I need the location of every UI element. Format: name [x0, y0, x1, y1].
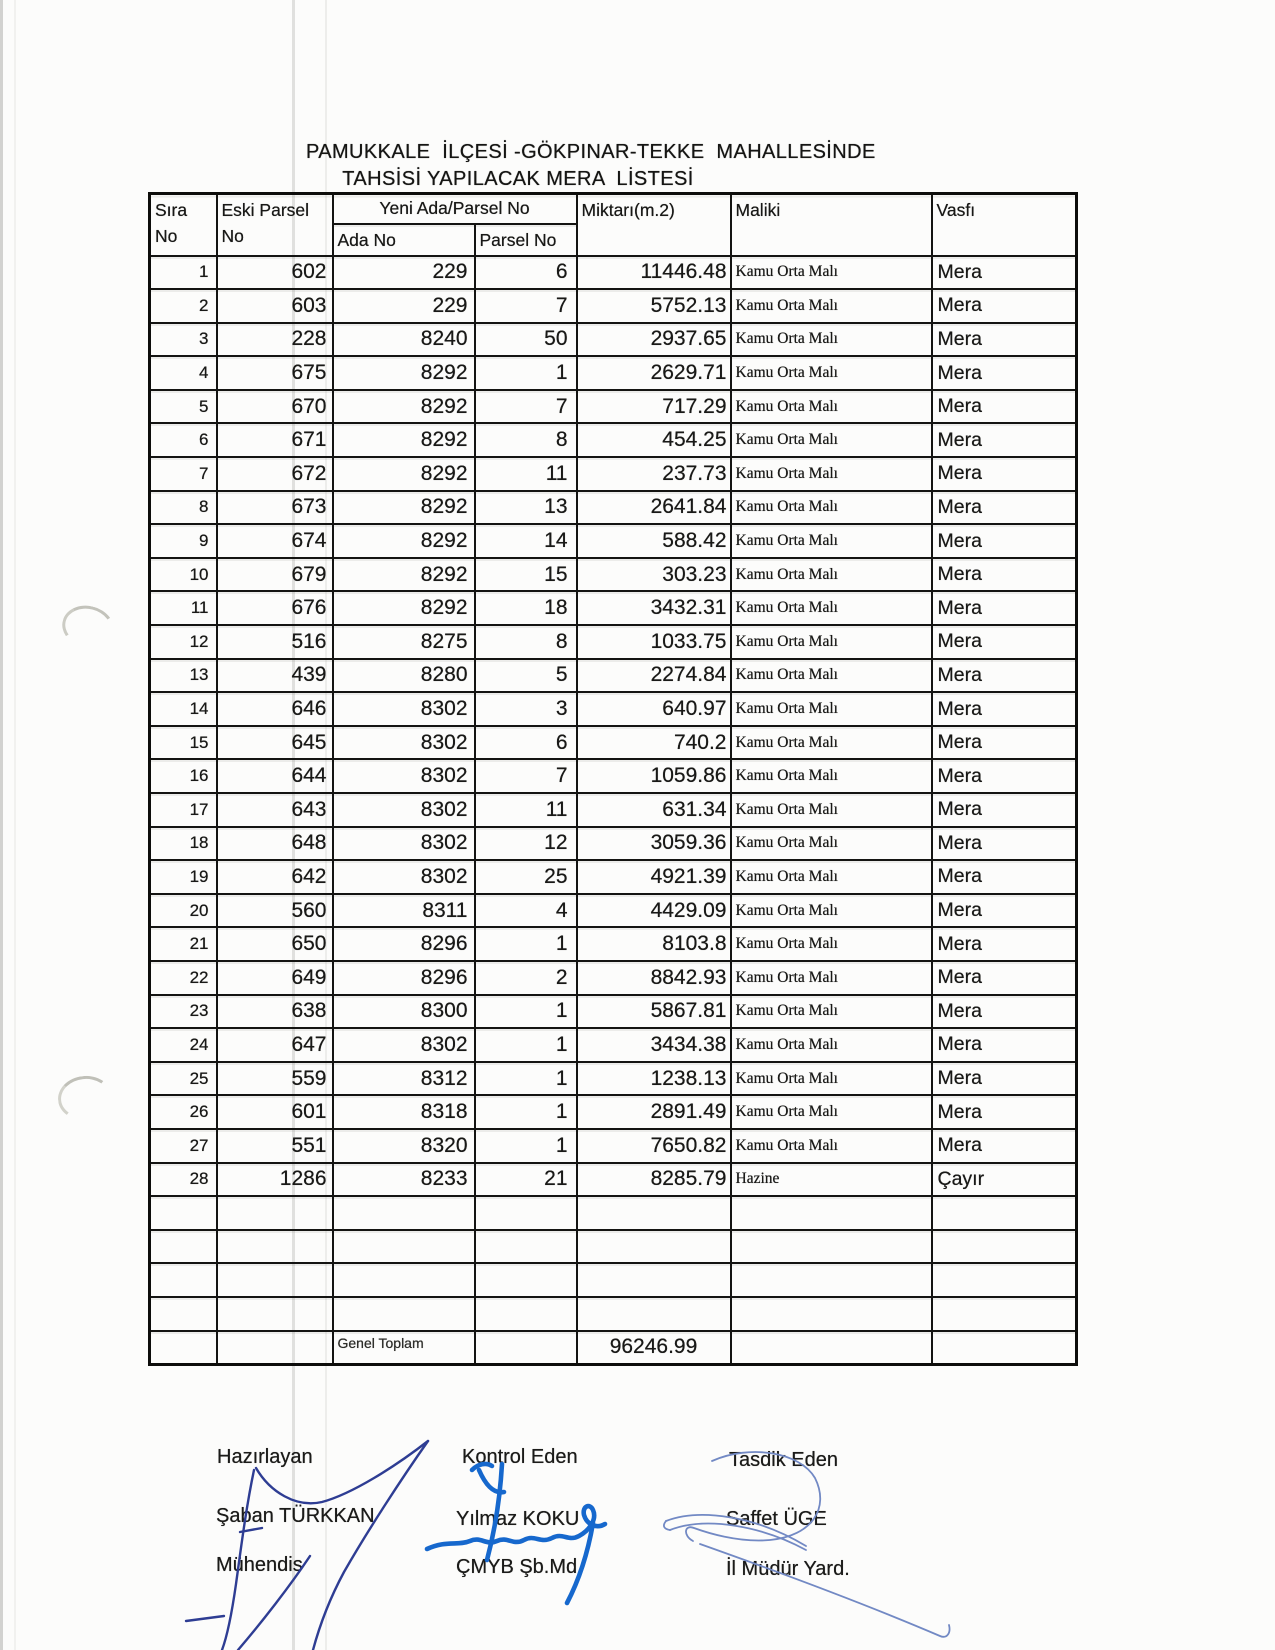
- empty-cell: [475, 1297, 577, 1331]
- cell-parsel-no: 1: [475, 927, 577, 961]
- cell-vasfi: Mera: [932, 423, 1077, 457]
- cell-maliki: Kamu Orta Malı: [731, 323, 932, 357]
- cell-maliki: Kamu Orta Malı: [731, 894, 932, 928]
- empty-cell: [577, 1297, 731, 1331]
- cell-ada-no: 8302: [333, 692, 475, 726]
- cell-parsel-no: 7: [475, 390, 577, 424]
- cell-miktar: 11446.48: [577, 256, 731, 290]
- table-row: [150, 289, 1077, 323]
- cell-ada-no: 8280: [333, 659, 475, 693]
- empty-cell: [217, 1331, 333, 1365]
- empty-cell: [731, 1263, 932, 1297]
- table-row: [150, 423, 1077, 457]
- cell-ada-no: 8292: [333, 356, 475, 390]
- cell-eski-parsel-no: 646: [217, 692, 333, 726]
- cell-ada-no: 8292: [333, 491, 475, 525]
- cell-ada-no: 8240: [333, 323, 475, 357]
- cell-miktar: 1033.75: [577, 625, 731, 659]
- cell-sira-no: 26: [150, 1095, 217, 1129]
- grand-total-value: 96246.99: [577, 1331, 731, 1365]
- cell-ada-no: 8302: [333, 860, 475, 894]
- cell-parsel-no: 1: [475, 1129, 577, 1163]
- table-footer: [150, 1331, 1077, 1365]
- cell-sira-no: 1: [150, 256, 217, 290]
- cell-eski-parsel-no: 439: [217, 659, 333, 693]
- cell-ada-no: 8302: [333, 827, 475, 861]
- header-miktar: Miktarı(m.2): [577, 194, 731, 256]
- signature-name-yilmaz-koku: Yılmaz KOKU: [456, 1508, 580, 1530]
- cell-parsel-no: 4: [475, 894, 577, 928]
- cell-vasfi: Mera: [932, 659, 1077, 693]
- empty-cell: [577, 1230, 731, 1264]
- cell-maliki: Kamu Orta Malı: [731, 1129, 932, 1163]
- cell-eski-parsel-no: 671: [217, 423, 333, 457]
- table-body: [150, 256, 1077, 1331]
- cell-parsel-no: 6: [475, 256, 577, 290]
- cell-maliki: Kamu Orta Malı: [731, 1095, 932, 1129]
- scan-edge-line: [14, 0, 16, 1650]
- empty-cell: [217, 1230, 333, 1264]
- cell-parsel-no: 3: [475, 692, 577, 726]
- empty-cell: [932, 1331, 1077, 1365]
- cell-maliki: Kamu Orta Malı: [731, 692, 932, 726]
- cell-vasfi: Mera: [932, 289, 1077, 323]
- table-row: [150, 894, 1077, 928]
- cell-parsel-no: 14: [475, 524, 577, 558]
- cell-maliki: Kamu Orta Malı: [731, 1062, 932, 1096]
- empty-cell: [333, 1297, 475, 1331]
- table-row: [150, 759, 1077, 793]
- table-row: [150, 491, 1077, 525]
- cell-sira-no: 8: [150, 491, 217, 525]
- table-row: [150, 726, 1077, 760]
- cell-ada-no: 8275: [333, 625, 475, 659]
- cell-miktar: 3434.38: [577, 1028, 731, 1062]
- empty-cell: [731, 1297, 932, 1331]
- cell-sira-no: 23: [150, 995, 217, 1029]
- cell-eski-parsel-no: 638: [217, 995, 333, 1029]
- cell-vasfi: Mera: [932, 558, 1077, 592]
- empty-row: [150, 1297, 1077, 1331]
- cell-sira-no: 21: [150, 927, 217, 961]
- cell-ada-no: 229: [333, 256, 475, 290]
- cell-maliki: Kamu Orta Malı: [731, 625, 932, 659]
- cell-vasfi: Mera: [932, 726, 1077, 760]
- cell-sira-no: 20: [150, 894, 217, 928]
- cell-vasfi: Mera: [932, 860, 1077, 894]
- table-row: [150, 1129, 1077, 1163]
- cell-miktar: 1059.86: [577, 759, 731, 793]
- cell-sira-no: 15: [150, 726, 217, 760]
- cell-miktar: 303.23: [577, 558, 731, 592]
- cell-parsel-no: 1: [475, 356, 577, 390]
- empty-row: [150, 1263, 1077, 1297]
- cell-maliki: Kamu Orta Malı: [731, 289, 932, 323]
- grand-total-label: Genel Toplam: [333, 1331, 475, 1365]
- cell-ada-no: 8312: [333, 1062, 475, 1096]
- cell-sira-no: 6: [150, 423, 217, 457]
- header-parsel-no: Parsel No: [475, 224, 577, 256]
- cell-miktar: 237.73: [577, 457, 731, 491]
- cell-parsel-no: 12: [475, 827, 577, 861]
- table-row: [150, 995, 1077, 1029]
- empty-cell: [731, 1196, 932, 1230]
- cell-vasfi: Mera: [932, 692, 1077, 726]
- cell-ada-no: 229: [333, 289, 475, 323]
- cell-eski-parsel-no: 676: [217, 591, 333, 625]
- header-sira-line1: Sıra: [155, 200, 188, 220]
- cell-miktar: 640.97: [577, 692, 731, 726]
- cell-ada-no: 8292: [333, 558, 475, 592]
- cell-maliki: Kamu Orta Malı: [731, 927, 932, 961]
- table-row: [150, 860, 1077, 894]
- cell-vasfi: Mera: [932, 793, 1077, 827]
- cell-parsel-no: 11: [475, 793, 577, 827]
- cell-maliki: Kamu Orta Malı: [731, 860, 932, 894]
- cell-miktar: 3059.36: [577, 827, 731, 861]
- kontrol-eden-signature-stroke: [427, 1464, 605, 1603]
- empty-cell: [217, 1297, 333, 1331]
- cell-miktar: 454.25: [577, 423, 731, 457]
- cell-miktar: 8285.79: [577, 1163, 731, 1197]
- cell-sira-no: 10: [150, 558, 217, 592]
- cell-sira-no: 22: [150, 961, 217, 995]
- cell-ada-no: 8292: [333, 591, 475, 625]
- cell-maliki: Kamu Orta Malı: [731, 356, 932, 390]
- cell-maliki: Kamu Orta Malı: [731, 457, 932, 491]
- cell-maliki: Kamu Orta Malı: [731, 591, 932, 625]
- cell-vasfi: Mera: [932, 1129, 1077, 1163]
- cell-vasfi: Mera: [932, 827, 1077, 861]
- cell-miktar: 588.42: [577, 524, 731, 558]
- table-row: [150, 356, 1077, 390]
- table-row: [150, 457, 1077, 491]
- cell-vasfi: Mera: [932, 894, 1077, 928]
- header-yeni-ada-parsel-group: Yeni Ada/Parsel No: [333, 194, 577, 224]
- header-eski-line2: No: [221, 226, 244, 246]
- table-row: [150, 558, 1077, 592]
- cell-parsel-no: 1: [475, 1062, 577, 1096]
- cell-miktar: 1238.13: [577, 1062, 731, 1096]
- cell-parsel-no: 25: [475, 860, 577, 894]
- cell-ada-no: 8292: [333, 423, 475, 457]
- cell-maliki: Kamu Orta Malı: [731, 558, 932, 592]
- cell-sira-no: 18: [150, 827, 217, 861]
- signature-name-saffet-uge: Saffet ÜGE: [726, 1508, 827, 1530]
- cell-miktar: 4429.09: [577, 894, 731, 928]
- header-sira-line2: No: [155, 226, 178, 246]
- cell-parsel-no: 18: [475, 591, 577, 625]
- tasdik-eden-signature-stroke: [664, 1452, 950, 1637]
- signature-role-hazirlayan: Hazırlayan: [217, 1446, 313, 1468]
- cell-miktar: 2641.84: [577, 491, 731, 525]
- cell-sira-no: 3: [150, 323, 217, 357]
- cell-miktar: 8842.93: [577, 961, 731, 995]
- cell-miktar: 740.2: [577, 726, 731, 760]
- signature-title-il-mudur-yard: İl Müdür Yard.: [726, 1558, 850, 1580]
- empty-cell: [475, 1331, 577, 1365]
- cell-miktar: 2891.49: [577, 1095, 731, 1129]
- cell-ada-no: 8302: [333, 1028, 475, 1062]
- cell-eski-parsel-no: 647: [217, 1028, 333, 1062]
- empty-cell: [150, 1331, 217, 1365]
- cell-ada-no: 8233: [333, 1163, 475, 1197]
- cell-sira-no: 2: [150, 289, 217, 323]
- cell-eski-parsel-no: 650: [217, 927, 333, 961]
- cell-parsel-no: 21: [475, 1163, 577, 1197]
- empty-cell: [333, 1230, 475, 1264]
- cell-miktar: 8103.8: [577, 927, 731, 961]
- cell-vasfi: Mera: [932, 961, 1077, 995]
- cell-ada-no: 8302: [333, 793, 475, 827]
- cell-maliki: Kamu Orta Malı: [731, 995, 932, 1029]
- empty-cell: [150, 1196, 217, 1230]
- cell-eski-parsel-no: 516: [217, 625, 333, 659]
- cell-miktar: 7650.82: [577, 1129, 731, 1163]
- cell-vasfi: Mera: [932, 1095, 1077, 1129]
- table-row: [150, 961, 1077, 995]
- cell-maliki: Kamu Orta Malı: [731, 759, 932, 793]
- signature-title-cmyb-sb-md: ÇMYB Şb.Md.: [456, 1556, 583, 1578]
- cell-eski-parsel-no: 642: [217, 860, 333, 894]
- header-eski-line1: Eski Parsel: [221, 200, 310, 220]
- cell-ada-no: 8318: [333, 1095, 475, 1129]
- empty-cell: [475, 1196, 577, 1230]
- cell-eski-parsel-no: 603: [217, 289, 333, 323]
- cell-ada-no: 8320: [333, 1129, 475, 1163]
- cell-parsel-no: 5: [475, 659, 577, 693]
- empty-cell: [731, 1230, 932, 1264]
- header-eski-parsel-no: [217, 194, 333, 256]
- cell-miktar: 2629.71: [577, 356, 731, 390]
- empty-cell: [475, 1263, 577, 1297]
- punch-hole-mark: [58, 600, 119, 653]
- cell-parsel-no: 15: [475, 558, 577, 592]
- cell-parsel-no: 2: [475, 961, 577, 995]
- cell-maliki: Hazine: [731, 1163, 932, 1197]
- cell-sira-no: 16: [150, 759, 217, 793]
- table-row: [150, 827, 1077, 861]
- table-row: [150, 793, 1077, 827]
- header-vasfi: Vasfı: [932, 194, 1077, 256]
- cell-eski-parsel-no: 601: [217, 1095, 333, 1129]
- cell-ada-no: 8292: [333, 390, 475, 424]
- punch-hole-mark: [56, 1073, 114, 1122]
- cell-ada-no: 8302: [333, 726, 475, 760]
- cell-vasfi: Mera: [932, 591, 1077, 625]
- cell-maliki: Kamu Orta Malı: [731, 390, 932, 424]
- cell-vasfi: Mera: [932, 524, 1077, 558]
- header-maliki: Maliki: [731, 194, 932, 256]
- table-row: [150, 1028, 1077, 1062]
- cell-eski-parsel-no: 644: [217, 759, 333, 793]
- cell-ada-no: 8292: [333, 457, 475, 491]
- cell-sira-no: 5: [150, 390, 217, 424]
- header-sira-no: [150, 194, 217, 256]
- cell-vasfi: Mera: [932, 390, 1077, 424]
- scan-edge-strip: [0, 0, 3, 1650]
- cell-parsel-no: 11: [475, 457, 577, 491]
- table-row: [150, 591, 1077, 625]
- mera-list-table: [148, 192, 1078, 1366]
- cell-vasfi: Mera: [932, 759, 1077, 793]
- empty-cell: [150, 1230, 217, 1264]
- cell-eski-parsel-no: 602: [217, 256, 333, 290]
- cell-maliki: Kamu Orta Malı: [731, 961, 932, 995]
- cell-eski-parsel-no: 559: [217, 1062, 333, 1096]
- cell-parsel-no: 13: [475, 491, 577, 525]
- cell-eski-parsel-no: 675: [217, 356, 333, 390]
- empty-cell: [333, 1196, 475, 1230]
- cell-ada-no: 8302: [333, 759, 475, 793]
- cell-maliki: Kamu Orta Malı: [731, 827, 932, 861]
- hazirlayan-signature-stroke: [186, 1441, 428, 1650]
- cell-parsel-no: 1: [475, 1095, 577, 1129]
- cell-eski-parsel-no: 672: [217, 457, 333, 491]
- cell-vasfi: Mera: [932, 356, 1077, 390]
- cell-sira-no: 17: [150, 793, 217, 827]
- cell-sira-no: 7: [150, 457, 217, 491]
- table-row: [150, 692, 1077, 726]
- cell-sira-no: 4: [150, 356, 217, 390]
- header-ada-no: Ada No: [333, 224, 475, 256]
- cell-eski-parsel-no: 551: [217, 1129, 333, 1163]
- cell-vasfi: Mera: [932, 625, 1077, 659]
- cell-eski-parsel-no: 670: [217, 390, 333, 424]
- empty-cell: [932, 1230, 1077, 1264]
- cell-sira-no: 27: [150, 1129, 217, 1163]
- cell-vasfi: Mera: [932, 256, 1077, 290]
- cell-eski-parsel-no: 560: [217, 894, 333, 928]
- cell-ada-no: 8311: [333, 894, 475, 928]
- cell-ada-no: 8300: [333, 995, 475, 1029]
- grand-total-row: [150, 1331, 1077, 1365]
- empty-cell: [150, 1297, 217, 1331]
- cell-sira-no: 9: [150, 524, 217, 558]
- cell-eski-parsel-no: 674: [217, 524, 333, 558]
- cell-miktar: 3432.31: [577, 591, 731, 625]
- cell-vasfi: Çayır: [932, 1163, 1077, 1197]
- cell-maliki: Kamu Orta Malı: [731, 423, 932, 457]
- empty-cell: [731, 1331, 932, 1365]
- signature-role-tasdik-eden: Tasdik Eden: [729, 1449, 838, 1471]
- cell-miktar: 717.29: [577, 390, 731, 424]
- empty-cell: [475, 1230, 577, 1264]
- cell-eski-parsel-no: 673: [217, 491, 333, 525]
- cell-parsel-no: 1: [475, 1028, 577, 1062]
- cell-eski-parsel-no: 645: [217, 726, 333, 760]
- cell-eski-parsel-no: 228: [217, 323, 333, 357]
- cell-ada-no: 8292: [333, 524, 475, 558]
- table-row: [150, 256, 1077, 290]
- signature-name-saban-turkkan: Şaban TÜRKKAN: [216, 1505, 375, 1527]
- empty-cell: [150, 1263, 217, 1297]
- empty-cell: [577, 1263, 731, 1297]
- cell-maliki: Kamu Orta Malı: [731, 659, 932, 693]
- cell-miktar: 631.34: [577, 793, 731, 827]
- cell-sira-no: 12: [150, 625, 217, 659]
- empty-cell: [217, 1263, 333, 1297]
- table-row: [150, 1062, 1077, 1096]
- table-row: [150, 390, 1077, 424]
- cell-parsel-no: 6: [475, 726, 577, 760]
- cell-eski-parsel-no: 649: [217, 961, 333, 995]
- cell-maliki: Kamu Orta Malı: [731, 256, 932, 290]
- cell-vasfi: Mera: [932, 927, 1077, 961]
- cell-miktar: 2937.65: [577, 323, 731, 357]
- empty-row: [150, 1196, 1077, 1230]
- table-row: [150, 1095, 1077, 1129]
- table-row: [150, 659, 1077, 693]
- cell-maliki: Kamu Orta Malı: [731, 524, 932, 558]
- cell-miktar: 2274.84: [577, 659, 731, 693]
- cell-parsel-no: 7: [475, 759, 577, 793]
- cell-maliki: Kamu Orta Malı: [731, 726, 932, 760]
- table-row: [150, 1163, 1077, 1197]
- signature-title-muhendis: Mühendis: [216, 1554, 303, 1576]
- empty-cell: [333, 1263, 475, 1297]
- cell-miktar: 5867.81: [577, 995, 731, 1029]
- cell-eski-parsel-no: 648: [217, 827, 333, 861]
- empty-cell: [932, 1263, 1077, 1297]
- document-title-line2: TAHSİSİ YAPILACAK MERA LİSTESİ: [342, 168, 694, 190]
- cell-parsel-no: 1: [475, 995, 577, 1029]
- cell-sira-no: 14: [150, 692, 217, 726]
- cell-parsel-no: 7: [475, 289, 577, 323]
- cell-sira-no: 25: [150, 1062, 217, 1096]
- table-row: [150, 323, 1077, 357]
- cell-vasfi: Mera: [932, 995, 1077, 1029]
- cell-maliki: Kamu Orta Malı: [731, 1028, 932, 1062]
- signature-role-kontrol-eden: Kontrol Eden: [462, 1446, 578, 1468]
- cell-parsel-no: 50: [475, 323, 577, 357]
- cell-miktar: 5752.13: [577, 289, 731, 323]
- table-header: [150, 194, 1077, 256]
- empty-cell: [577, 1196, 731, 1230]
- cell-eski-parsel-no: 1286: [217, 1163, 333, 1197]
- cell-sira-no: 13: [150, 659, 217, 693]
- cell-vasfi: Mera: [932, 323, 1077, 357]
- cell-maliki: Kamu Orta Malı: [731, 491, 932, 525]
- empty-row: [150, 1230, 1077, 1264]
- cell-sira-no: 19: [150, 860, 217, 894]
- empty-cell: [217, 1196, 333, 1230]
- empty-cell: [932, 1196, 1077, 1230]
- cell-miktar: 4921.39: [577, 860, 731, 894]
- table-row: [150, 927, 1077, 961]
- cell-vasfi: Mera: [932, 1028, 1077, 1062]
- cell-maliki: Kamu Orta Malı: [731, 793, 932, 827]
- cell-parsel-no: 8: [475, 423, 577, 457]
- cell-eski-parsel-no: 643: [217, 793, 333, 827]
- document-title-line1: PAMUKKALE İLÇESİ -GÖKPINAR-TEKKE MAHALLESİNDE: [306, 141, 876, 163]
- table-row: [150, 524, 1077, 558]
- cell-sira-no: 24: [150, 1028, 217, 1062]
- table-row: [150, 625, 1077, 659]
- cell-vasfi: Mera: [932, 457, 1077, 491]
- cell-eski-parsel-no: 679: [217, 558, 333, 592]
- cell-sira-no: 11: [150, 591, 217, 625]
- cell-ada-no: 8296: [333, 927, 475, 961]
- cell-sira-no: 28: [150, 1163, 217, 1197]
- cell-vasfi: Mera: [932, 1062, 1077, 1096]
- cell-ada-no: 8296: [333, 961, 475, 995]
- empty-cell: [932, 1297, 1077, 1331]
- cell-parsel-no: 8: [475, 625, 577, 659]
- cell-vasfi: Mera: [932, 491, 1077, 525]
